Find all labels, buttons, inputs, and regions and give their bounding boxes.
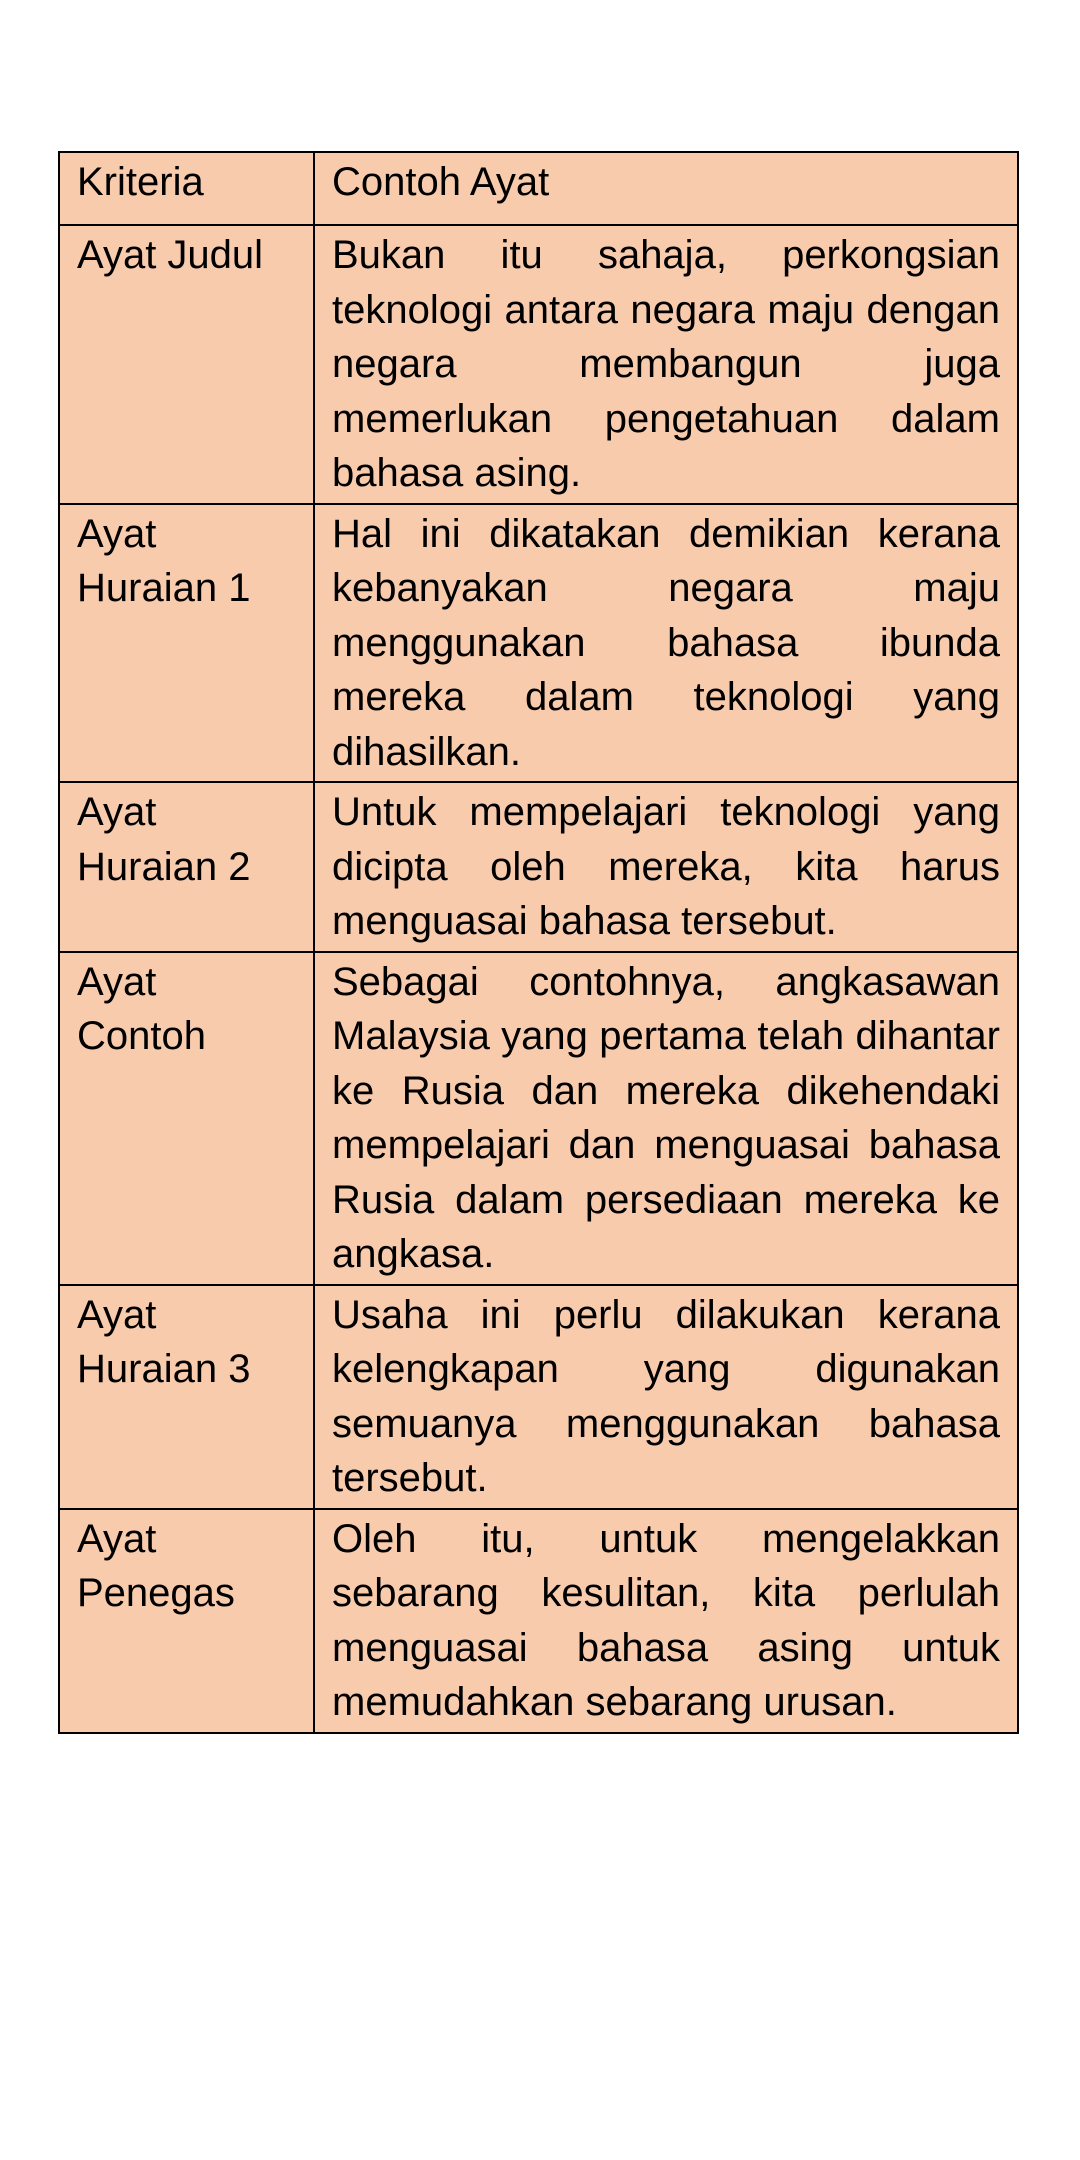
example-cell: Hal ini dikatakan demikian kerana kebanyakan negara maju menggunakan bahasa ibunda mereka dalam teknologi yang dihasilkan. (314, 504, 1018, 783)
example-cell: Oleh itu, untuk mengelakkan sebarang kesulitan, kita perlulah menguasai bahasa asing untuk memudahkan sebarang urusan. (314, 1509, 1018, 1733)
table-row-ayat-huraian-1 (59, 504, 1018, 783)
criteria-cell: Ayat Huraian 2 (59, 782, 314, 952)
header-criteria: Kriteria (59, 152, 314, 225)
table-row-ayat-huraian-3 (59, 1285, 1018, 1509)
criteria-cell: Ayat Huraian 1 (59, 504, 314, 783)
criteria-cell: Ayat Huraian 3 (59, 1285, 314, 1509)
table-row-ayat-penegas (59, 1509, 1018, 1733)
table-row-ayat-huraian-2 (59, 782, 1018, 952)
table-row-ayat-contoh (59, 952, 1018, 1285)
criteria-cell: Ayat Penegas (59, 1509, 314, 1733)
example-cell: Sebagai contohnya, angkasawan Malaysia yang pertama telah dihantar ke Rusia dan mereka dikehendaki mempelajari dan menguasai bahasa Rusia dalam persediaan mereka ke angkasa. (314, 952, 1018, 1285)
table-row-ayat-judul (59, 225, 1018, 504)
criteria-table (58, 151, 1019, 1734)
example-cell: Usaha ini perlu dilakukan kerana kelengkapan yang digunakan semuanya menggunakan bahasa tersebut. (314, 1285, 1018, 1509)
example-cell: Untuk mempelajari teknologi yang dicipta oleh mereka, kita harus menguasai bahasa tersebut. (314, 782, 1018, 952)
header-example: Contoh Ayat (314, 152, 1018, 225)
example-cell: Bukan itu sahaja, perkongsian teknologi antara negara maju dengan negara membangun juga memerlukan pengetahuan dalam bahasa asing. (314, 225, 1018, 504)
criteria-cell: Ayat Contoh (59, 952, 314, 1285)
criteria-cell: Ayat Judul (59, 225, 314, 504)
table-header-row (59, 152, 1018, 225)
